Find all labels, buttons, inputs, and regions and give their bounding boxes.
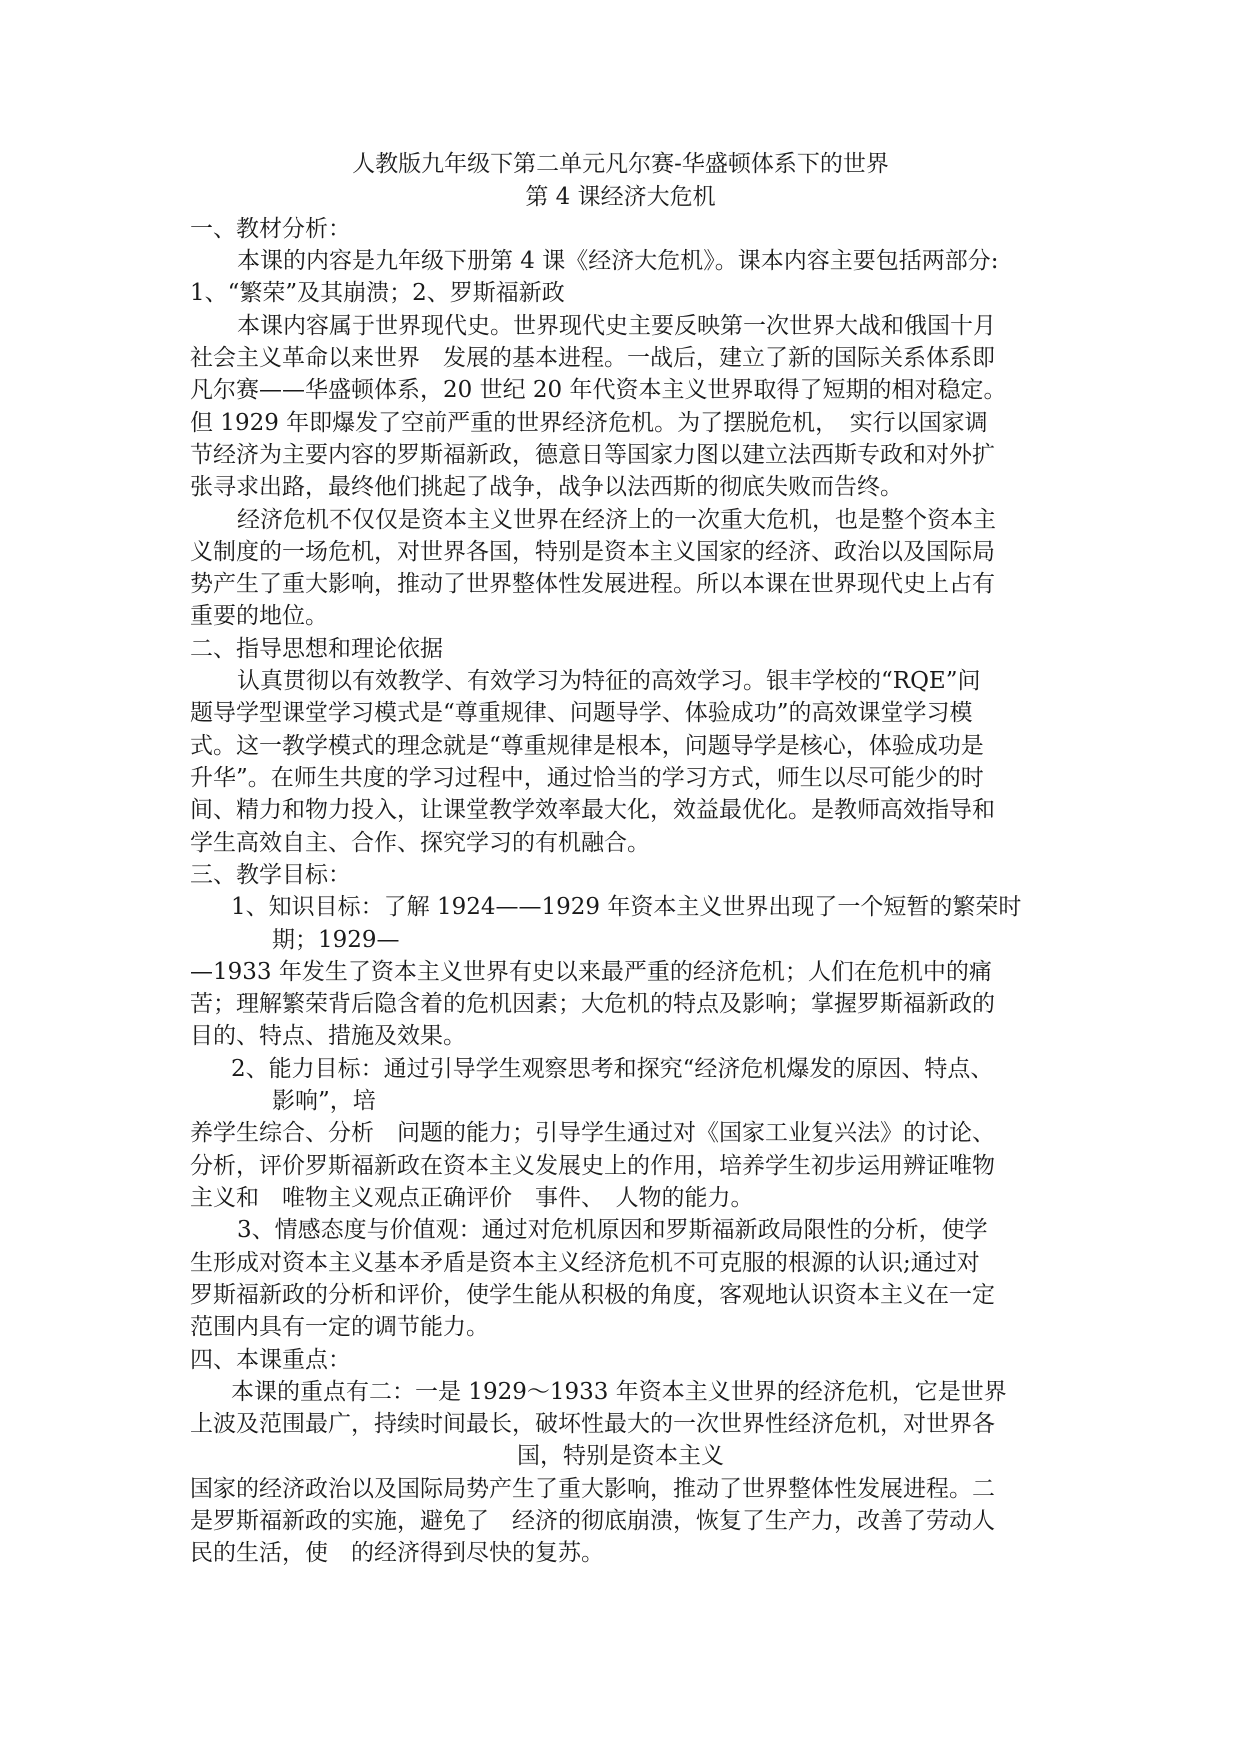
- objective-line: 1、知识目标：了解 1924——1929 年资本主义世界出现了一个短暂的繁荣时: [231, 894, 1022, 920]
- paragraph-line: 经济危机不仅仅是资本主义世界在经济上的一次重大危机，也是整个资本主: [237, 507, 996, 533]
- document-subtitle: 第 4 课经济大危机: [525, 184, 716, 210]
- paragraph-line: 社会主义革命以来世界 发展的基本进程。一战后，建立了新的国际关系体系即: [190, 345, 995, 371]
- paragraph-line: 国家的经济政治以及国际局势产生了重大影响，推动了世界整体性发展进程。二: [190, 1476, 995, 1502]
- objective-line: 期；1929—: [272, 927, 400, 953]
- objective-line: 目的、特点、措施及效果。: [190, 1023, 466, 1049]
- objective-line: 分析，评价罗斯福新政在资本主义发展史上的作用，培养学生初步运用辨证唯物: [190, 1153, 995, 1179]
- paragraph-line: 本课的重点有二：一是 1929～1933 年资本主义世界的经济危机，它是世界: [231, 1379, 1007, 1405]
- paragraph-line: 本课内容属于世界现代史。世界现代史主要反映第一次世界大战和俄国十月: [237, 313, 996, 339]
- objective-line: 罗斯福新政的分析和评价，使学生能从积极的角度，客观地认识资本主义在一定: [190, 1282, 995, 1308]
- paragraph-line: 升华”。在师生共度的学习过程中，通过恰当的学习方式，师生以尽可能少的时: [190, 765, 984, 791]
- paragraph-line: 义制度的一场危机，对世界各国，特别是资本主义国家的经济、政治以及国际局: [190, 539, 995, 565]
- paragraph-line: 势产生了重大影响，推动了世界整体性发展进程。所以本课在世界现代史上占有: [190, 571, 995, 597]
- paragraph-line: 本课的内容是九年级下册第 4 课《经济大危机》。课本内容主要包括两部分:: [237, 248, 999, 274]
- paragraph-line: 学生高效自主、合作、探究学习的有机融合。: [190, 830, 650, 856]
- objective-line: 主义和 唯物主义观点正确评价 事件、 人物的能力。: [190, 1185, 754, 1211]
- paragraph-line: 上波及范围最广，持续时间最长，破坏性最大的一次世界性经济危机，对世界各: [190, 1411, 995, 1437]
- objective-line: 范围内具有一定的调节能力。: [190, 1314, 489, 1340]
- objective-line: 养学生综合、分析 问题的能力；引导学生通过对《国家工业复兴法》的讨论、: [190, 1120, 995, 1146]
- paragraph-line: 张寻求出路，最终他们挑起了战争，战争以法西斯的彻底失败而告终。: [190, 474, 903, 500]
- section-heading: 一、教材分析：: [190, 216, 351, 242]
- paragraph-line: 题导学型课堂学习模式是“尊重规律、问题导学、体验成功”的高效课堂学习模: [190, 700, 973, 726]
- section-heading: 三、教学目标：: [190, 862, 351, 888]
- paragraph-line: 民的生活，使 的经济得到尽快的复苏。: [190, 1540, 604, 1566]
- objective-line: 影响”，培: [272, 1088, 376, 1114]
- paragraph-line: 认真贯彻以有效教学、有效学习为特征的高效学习。银丰学校的“RQE”问: [237, 668, 981, 694]
- section-heading: 二、指导思想和理论依据: [190, 636, 443, 662]
- objective-line: 苦；理解繁荣背后隐含着的危机因素；大危机的特点及影响；掌握罗斯福新政的: [190, 991, 995, 1017]
- paragraph-line: 但 1929 年即爆发了空前严重的世界经济危机。为了摆脱危机， 实行以国家调: [190, 410, 988, 436]
- paragraph-line: 是罗斯福新政的实施，避免了 经济的彻底崩溃，恢复了生产力，改善了劳动人: [190, 1508, 995, 1534]
- paragraph-line: 重要的地位。: [190, 603, 328, 629]
- paragraph-line: 间、精力和物力投入，让课堂教学效率最大化，效益最优化。是教师高效指导和: [190, 797, 995, 823]
- objective-line: 3、情感态度与价值观：通过对危机原因和罗斯福新政局限性的分析，使学: [237, 1217, 988, 1243]
- objective-line: —1933 年发生了资本主义世界有史以来最严重的经济危机；人们在危机中的痛: [190, 959, 992, 985]
- objective-line: 生形成对资本主义基本矛盾是资本主义经济危机不可克服的根源的认识;通过对: [190, 1250, 980, 1276]
- paragraph-line: 国，特别是资本主义: [517, 1443, 724, 1469]
- paragraph-line: 节经济为主要内容的罗斯福新政，德意日等国家力图以建立法西斯专政和对外扩: [190, 442, 995, 468]
- objective-line: 2、能力目标：通过引导学生观察思考和探究“经济危机爆发的原因、特点、: [231, 1056, 994, 1082]
- paragraph-line: 凡尔赛——华盛顿体系，20 世纪 20 年代资本主义世界取得了短期的相对稳定。: [190, 377, 1007, 403]
- paragraph-line: 1、“繁荣”及其崩溃；2、罗斯福新政: [190, 280, 565, 306]
- section-heading: 四、本课重点：: [190, 1347, 351, 1373]
- document-title: 人教版九年级下第二单元凡尔赛-华盛顿体系下的世界: [352, 151, 889, 177]
- paragraph-line: 式。这一教学模式的理念就是“尊重规律是根本，问题导学是核心，体验成功是: [190, 733, 984, 759]
